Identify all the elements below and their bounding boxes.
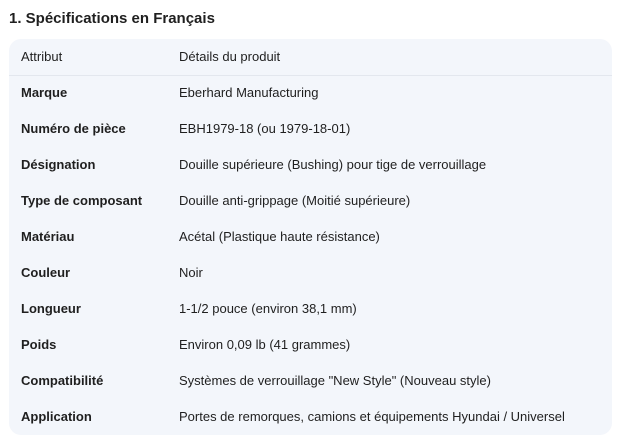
row-value: Douille anti-grippage (Moitié supérieure) (179, 193, 411, 208)
row-value: Systèmes de verrouillage "New Style" (Nouveau style) (179, 373, 491, 388)
row-attribute: Application (21, 409, 92, 424)
header-attribute: Attribut (9, 39, 179, 75)
table-row (9, 327, 612, 363)
table-header-row (9, 39, 612, 75)
spec-table (9, 39, 612, 435)
row-attribute: Type de composant (21, 193, 143, 208)
row-value: Douille supérieure (Bushing) pour tige de verrouillage (179, 157, 487, 172)
table-row (9, 111, 612, 147)
row-attribute: Matériau (21, 229, 75, 244)
row-value: Noir (179, 265, 203, 280)
row-attribute: Compatibilité (21, 373, 104, 388)
row-value: EBH1979-18 (ou 1979-18-01) (179, 121, 351, 136)
section-title: 1. Spécifications en Français (9, 10, 215, 27)
row-value: Acétal (Plastique haute résistance) (179, 229, 380, 244)
row-attribute: Numéro de pièce (21, 121, 126, 136)
table-row (9, 219, 612, 255)
row-attribute: Marque (21, 85, 68, 101)
row-attribute: Poids (21, 337, 57, 352)
table-row (9, 75, 612, 111)
table-row (9, 255, 612, 291)
row-value: Environ 0,09 lb (41 grammes) (179, 337, 351, 352)
header-details: Détails du produit (179, 39, 612, 75)
table-row (9, 183, 612, 219)
row-value: Eberhard Manufacturing (179, 85, 319, 101)
table-row (9, 291, 612, 327)
row-attribute: Couleur (21, 265, 71, 280)
row-attribute: Désignation (21, 157, 96, 172)
table-row (9, 399, 612, 435)
row-attribute: Longueur (21, 301, 81, 316)
spec-table-card (9, 39, 612, 435)
table-row (9, 147, 612, 183)
row-value: Portes de remorques, camions et équipements Hyundai / Universel (179, 409, 565, 424)
table-row (9, 363, 612, 399)
row-value: 1-1/2 pouce (environ 38,1 mm) (179, 301, 357, 316)
